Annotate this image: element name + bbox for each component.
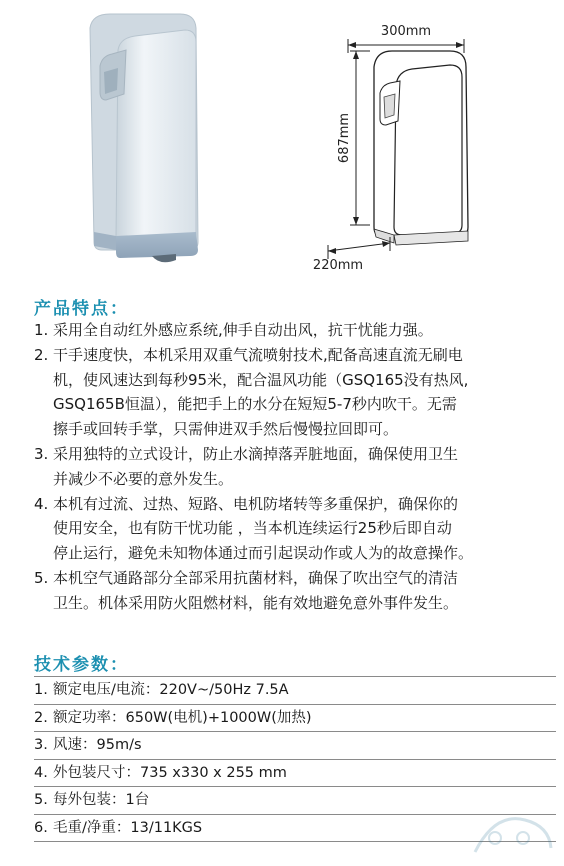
hand-dryer-photo (60, 10, 220, 268)
feature-item (34, 442, 554, 492)
feature-text (53, 343, 554, 442)
feature-item (34, 492, 554, 566)
feature-item (34, 566, 554, 616)
feature-text (53, 318, 554, 343)
feature-number: 4. (34, 494, 49, 513)
feature-number: 5. (34, 568, 49, 587)
feature-text (53, 566, 554, 616)
feature-number: 2. (34, 345, 49, 364)
feature-item (34, 343, 554, 442)
feature-number: 3. (34, 444, 49, 463)
spec-number: 4. (34, 764, 48, 781)
feature-line: 擦手或回转手掌，只需伸进双手然后慢慢拉回即可。 (53, 420, 399, 439)
depth-dimension-label: 220mm (312, 258, 364, 273)
spec-row (34, 760, 556, 788)
feature-line: 本机空气通路部分全部采用抗菌材料，确保了吹出空气的清洁 (53, 568, 459, 587)
spec-text: 风速：95m/s (53, 737, 142, 753)
feature-item (34, 318, 554, 343)
watermark-logo (465, 808, 560, 860)
feature-text (53, 492, 554, 566)
feature-number: 1. (34, 321, 49, 339)
spec-number: 2. (34, 709, 48, 726)
spec-text: 毛重/净重：13/11KGS (53, 819, 203, 836)
spec-row (34, 732, 556, 760)
height-dimension-label: 687mm (337, 112, 352, 164)
feature-text (53, 442, 554, 492)
spec-number: 1. (34, 682, 48, 698)
feature-line: 采用独特的立式设计，防止水滴掉落弄脏地面，确保使用卫生 (53, 444, 459, 463)
feature-line: 卫生。机体采用防火阻燃材料，能有效地避免意外事件发生。 (53, 593, 459, 612)
spec-row (34, 705, 556, 733)
dimension-diagram (300, 5, 560, 277)
feature-line: GSQ165B恒温），能把手上的水分在短短5-7秒内吹干。无需 (53, 395, 457, 414)
spec-text: 每外包装：1台 (53, 792, 150, 808)
feature-line: 本机有过流、过热、短路、电机防堵转等多重保护，确保你的 (53, 494, 459, 513)
feature-line: 机，使风速达到每秒95米，配合温风功能（GSQ165没有热风, (53, 370, 469, 389)
spec-number: 6. (34, 819, 48, 836)
feature-line: 采用全自动红外感应系统,伸手自动出风，抗干忧能力强。 (53, 321, 433, 339)
spec-text: 额定电压/电流：220V~/50Hz 7.5A (53, 682, 289, 698)
feature-line: 停止运行，避免未知物体通过而引起误动作或人为的故意操作。 (53, 544, 474, 563)
spec-number: 3. (34, 737, 48, 753)
feature-line: 使用安全，也有防干忧功能 ，当本机连续运行25秒后即自动 (53, 519, 452, 538)
feature-line: 并减少不必要的意外发生。 (53, 469, 234, 488)
product-images (0, 0, 564, 290)
features-heading: 产品特点： (34, 299, 129, 319)
spec-text: 外包装尺寸：735 x330 x 255 mm (53, 764, 287, 781)
feature-line: 干手速度快，本机采用双重气流喷射技术,配备高速直流无刷电 (53, 345, 463, 364)
spec-number: 5. (34, 792, 48, 808)
features-list (34, 318, 554, 616)
spec-row (34, 676, 556, 705)
width-dimension-label: 300mm (380, 24, 432, 39)
spec-text: 额定功率：650W(电机)+1000W(加热) (53, 709, 312, 726)
specs-heading: 技术参数： (34, 655, 129, 675)
